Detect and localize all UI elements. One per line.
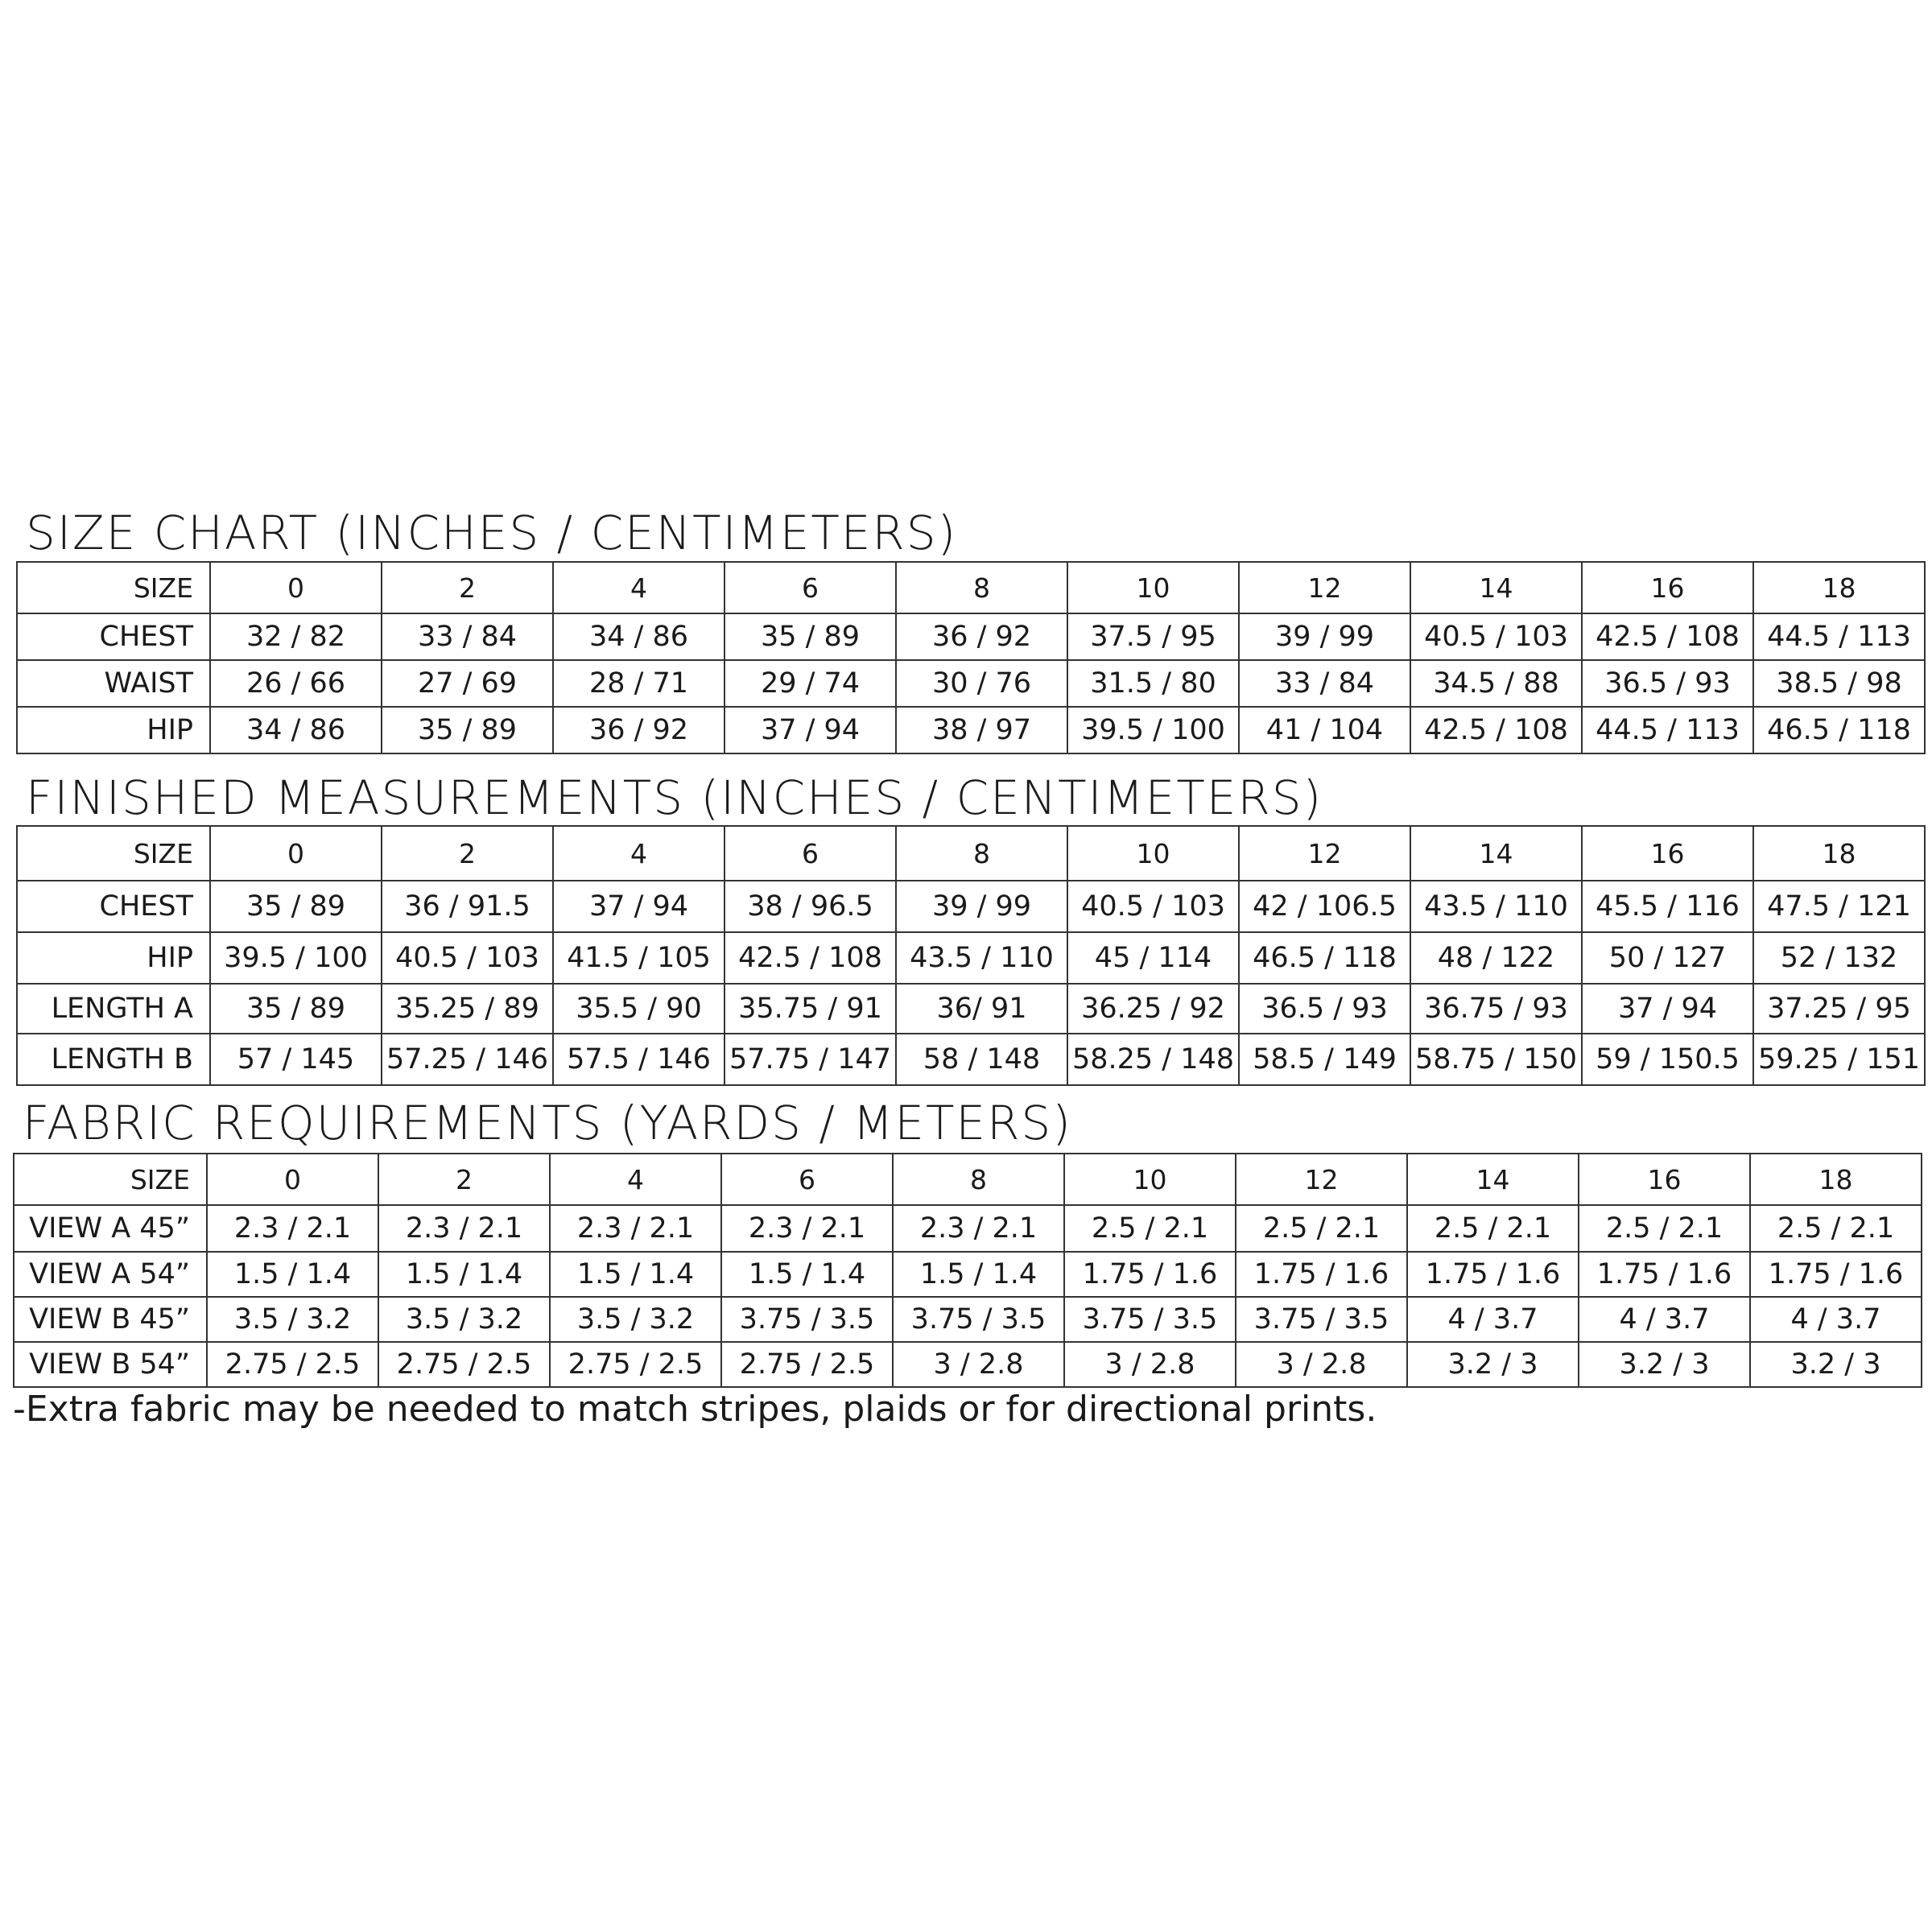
size-chart-table: [16, 561, 1926, 754]
table-cell: 40.5 / 103: [1410, 613, 1582, 660]
table-cell: 1.5 / 1.4: [207, 1252, 378, 1297]
table-cell: 2.5 / 2.1: [1750, 1205, 1922, 1252]
fabric-note: -Extra fabric may be needed to match stripes, plaids or for directional prints.: [13, 1389, 1377, 1430]
table-cell: 40.5 / 103: [382, 932, 553, 984]
row-label: HIP: [17, 707, 210, 753]
size-header-10: 10: [1064, 1154, 1236, 1205]
table-cell: 42.5 / 108: [1410, 707, 1582, 753]
size-corner-label: SIZE: [14, 1154, 207, 1205]
size-header-6: 6: [724, 826, 896, 881]
size-header-12: 12: [1239, 562, 1410, 613]
table-cell: 2.3 / 2.1: [550, 1205, 721, 1252]
table-cell: 4 / 3.7: [1750, 1297, 1922, 1342]
size-header-12: 12: [1239, 826, 1410, 881]
table-cell: 39 / 99: [896, 881, 1067, 932]
header-row: [17, 562, 1925, 613]
table-cell: 34 / 86: [210, 707, 382, 753]
table-cell: 36.25 / 92: [1067, 984, 1239, 1034]
table-row: [17, 1034, 1925, 1085]
size-corner-label: SIZE: [17, 826, 210, 881]
row-label: VIEW B 45”: [14, 1297, 207, 1342]
size-chart-title: SIZE CHART (INCHES / CENTIMETERS): [26, 506, 958, 560]
row-label: WAIST: [17, 660, 210, 707]
table-cell: 1.5 / 1.4: [378, 1252, 550, 1297]
table-cell: 35 / 89: [724, 613, 896, 660]
table-cell: 37 / 94: [1582, 984, 1753, 1034]
table-cell: 3 / 2.8: [893, 1342, 1064, 1387]
size-header-8: 8: [896, 826, 1067, 881]
table-cell: 40.5 / 103: [1067, 881, 1239, 932]
size-header-16: 16: [1582, 826, 1753, 881]
header-row: [14, 1154, 1922, 1205]
size-header-10: 10: [1067, 826, 1239, 881]
table-cell: 1.75 / 1.6: [1579, 1252, 1750, 1297]
size-header-4: 4: [553, 562, 724, 613]
table-cell: 36 / 92: [553, 707, 724, 753]
table-cell: 35.5 / 90: [553, 984, 724, 1034]
table-cell: 52 / 132: [1753, 932, 1925, 984]
row-label: LENGTH A: [17, 984, 210, 1034]
table-cell: 27 / 69: [382, 660, 553, 707]
table-cell: 3.5 / 3.2: [550, 1297, 721, 1342]
table-cell: 3.2 / 3: [1407, 1342, 1579, 1387]
table-cell: 2.75 / 2.5: [207, 1342, 378, 1387]
table-cell: 1.75 / 1.6: [1407, 1252, 1579, 1297]
table-cell: 57.75 / 147: [724, 1034, 896, 1085]
size-corner-label: SIZE: [17, 562, 210, 613]
table-cell: 2.3 / 2.1: [893, 1205, 1064, 1252]
table-cell: 1.5 / 1.4: [893, 1252, 1064, 1297]
row-label: HIP: [17, 932, 210, 984]
table-row: [17, 707, 1925, 753]
table-cell: 43.5 / 110: [1410, 881, 1582, 932]
table-cell: 3 / 2.8: [1064, 1342, 1236, 1387]
table-cell: 4 / 3.7: [1579, 1297, 1750, 1342]
table-cell: 33 / 84: [382, 613, 553, 660]
table-cell: 48 / 122: [1410, 932, 1582, 984]
table-cell: 4 / 3.7: [1407, 1297, 1579, 1342]
table-cell: 57.25 / 146: [382, 1034, 553, 1085]
row-label: VIEW A 54”: [14, 1252, 207, 1297]
table-cell: 36/ 91: [896, 984, 1067, 1034]
size-header-14: 14: [1410, 826, 1582, 881]
table-cell: 46.5 / 118: [1753, 707, 1925, 753]
size-header-2: 2: [382, 562, 553, 613]
size-header-6: 6: [721, 1154, 893, 1205]
table-row: [14, 1297, 1922, 1342]
table-cell: 36.75 / 93: [1410, 984, 1582, 1034]
table-cell: 1.75 / 1.6: [1064, 1252, 1236, 1297]
table-cell: 2.75 / 2.5: [550, 1342, 721, 1387]
table-row: [14, 1342, 1922, 1387]
size-header-6: 6: [724, 562, 896, 613]
table-cell: 57 / 145: [210, 1034, 382, 1085]
table-cell: 44.5 / 113: [1582, 707, 1753, 753]
table-cell: 58.75 / 150: [1410, 1034, 1582, 1085]
size-header-2: 2: [378, 1154, 550, 1205]
table-row: [17, 613, 1925, 660]
table-cell: 35 / 89: [382, 707, 553, 753]
table-cell: 3.5 / 3.2: [378, 1297, 550, 1342]
table-cell: 37.25 / 95: [1753, 984, 1925, 1034]
table-cell: 41.5 / 105: [553, 932, 724, 984]
table-cell: 47.5 / 121: [1753, 881, 1925, 932]
table-cell: 2.75 / 2.5: [721, 1342, 893, 1387]
table-cell: 3.75 / 3.5: [1236, 1297, 1407, 1342]
table-cell: 58 / 148: [896, 1034, 1067, 1085]
table-cell: 1.5 / 1.4: [721, 1252, 893, 1297]
table-cell: 50 / 127: [1582, 932, 1753, 984]
size-header-8: 8: [893, 1154, 1064, 1205]
table-cell: 35.25 / 89: [382, 984, 553, 1034]
size-header-4: 4: [550, 1154, 721, 1205]
table-cell: 2.5 / 2.1: [1064, 1205, 1236, 1252]
table-cell: 1.5 / 1.4: [550, 1252, 721, 1297]
table-cell: 45.5 / 116: [1582, 881, 1753, 932]
table-cell: 37 / 94: [553, 881, 724, 932]
table-row: [17, 660, 1925, 707]
table-cell: 38.5 / 98: [1753, 660, 1925, 707]
table-cell: 36.5 / 93: [1239, 984, 1410, 1034]
table-cell: 30 / 76: [896, 660, 1067, 707]
table-cell: 28 / 71: [553, 660, 724, 707]
size-header-16: 16: [1582, 562, 1753, 613]
size-header-16: 16: [1579, 1154, 1750, 1205]
table-cell: 3.2 / 3: [1750, 1342, 1922, 1387]
table-cell: 32 / 82: [210, 613, 382, 660]
table-cell: 3.75 / 3.5: [893, 1297, 1064, 1342]
table-row: [17, 881, 1925, 932]
table-cell: 2.75 / 2.5: [378, 1342, 550, 1387]
row-label: LENGTH B: [17, 1034, 210, 1085]
table-cell: 2.3 / 2.1: [721, 1205, 893, 1252]
table-row: [17, 984, 1925, 1034]
size-header-0: 0: [207, 1154, 378, 1205]
table-cell: 2.5 / 2.1: [1407, 1205, 1579, 1252]
table-cell: 2.3 / 2.1: [207, 1205, 378, 1252]
table-cell: 34 / 86: [553, 613, 724, 660]
table-cell: 46.5 / 118: [1239, 932, 1410, 984]
size-header-14: 14: [1407, 1154, 1579, 1205]
table-cell: 33 / 84: [1239, 660, 1410, 707]
size-header-8: 8: [896, 562, 1067, 613]
table-cell: 35.75 / 91: [724, 984, 896, 1034]
table-cell: 35 / 89: [210, 984, 382, 1034]
table-cell: 2.3 / 2.1: [378, 1205, 550, 1252]
table-cell: 59.25 / 151: [1753, 1034, 1925, 1085]
table-cell: 36 / 92: [896, 613, 1067, 660]
table-cell: 58.25 / 148: [1067, 1034, 1239, 1085]
table-cell: 42.5 / 108: [1582, 613, 1753, 660]
table-cell: 29 / 74: [724, 660, 896, 707]
table-cell: 3.75 / 3.5: [721, 1297, 893, 1342]
finished-measurements-title: FINISHED MEASUREMENTS (INCHES / CENTIMETERS): [26, 770, 1323, 825]
row-label: VIEW B 54”: [14, 1342, 207, 1387]
size-header-12: 12: [1236, 1154, 1407, 1205]
table-cell: 35 / 89: [210, 881, 382, 932]
table-cell: 42 / 106.5: [1239, 881, 1410, 932]
table-row: [14, 1205, 1922, 1252]
table-cell: 57.5 / 146: [553, 1034, 724, 1085]
table-cell: 43.5 / 110: [896, 932, 1067, 984]
table-cell: 37.5 / 95: [1067, 613, 1239, 660]
table-cell: 38 / 97: [896, 707, 1067, 753]
table-row: [17, 932, 1925, 984]
size-header-10: 10: [1067, 562, 1239, 613]
size-header-2: 2: [382, 826, 553, 881]
table-cell: 36 / 91.5: [382, 881, 553, 932]
size-header-4: 4: [553, 826, 724, 881]
table-cell: 38 / 96.5: [724, 881, 896, 932]
table-cell: 3.2 / 3: [1579, 1342, 1750, 1387]
size-header-0: 0: [210, 826, 382, 881]
fabric-requirements-title: FABRIC REQUIREMENTS (YARDS / METERS): [23, 1096, 1072, 1150]
table-cell: 34.5 / 88: [1410, 660, 1582, 707]
row-label: CHEST: [17, 881, 210, 932]
table-cell: 39.5 / 100: [1067, 707, 1239, 753]
table-cell: 45 / 114: [1067, 932, 1239, 984]
table-cell: 3.5 / 3.2: [207, 1297, 378, 1342]
table-cell: 3 / 2.8: [1236, 1342, 1407, 1387]
table-cell: 44.5 / 113: [1753, 613, 1925, 660]
table-row: [14, 1252, 1922, 1297]
table-cell: 2.5 / 2.1: [1579, 1205, 1750, 1252]
table-cell: 2.5 / 2.1: [1236, 1205, 1407, 1252]
table-cell: 41 / 104: [1239, 707, 1410, 753]
table-cell: 1.75 / 1.6: [1750, 1252, 1922, 1297]
table-cell: 26 / 66: [210, 660, 382, 707]
table-cell: 1.75 / 1.6: [1236, 1252, 1407, 1297]
table-cell: 36.5 / 93: [1582, 660, 1753, 707]
size-header-18: 18: [1750, 1154, 1922, 1205]
table-cell: 3.75 / 3.5: [1064, 1297, 1236, 1342]
table-cell: 58.5 / 149: [1239, 1034, 1410, 1085]
size-header-18: 18: [1753, 562, 1925, 613]
size-header-18: 18: [1753, 826, 1925, 881]
size-header-14: 14: [1410, 562, 1582, 613]
size-header-0: 0: [210, 562, 382, 613]
table-cell: 59 / 150.5: [1582, 1034, 1753, 1085]
finished-measurements-table: [16, 825, 1926, 1086]
row-label: CHEST: [17, 613, 210, 660]
table-cell: 37 / 94: [724, 707, 896, 753]
table-cell: 42.5 / 108: [724, 932, 896, 984]
header-row: [17, 826, 1925, 881]
table-cell: 31.5 / 80: [1067, 660, 1239, 707]
fabric-requirements-table: [13, 1153, 1922, 1388]
table-cell: 39 / 99: [1239, 613, 1410, 660]
table-cell: 39.5 / 100: [210, 932, 382, 984]
row-label: VIEW A 45”: [14, 1205, 207, 1252]
